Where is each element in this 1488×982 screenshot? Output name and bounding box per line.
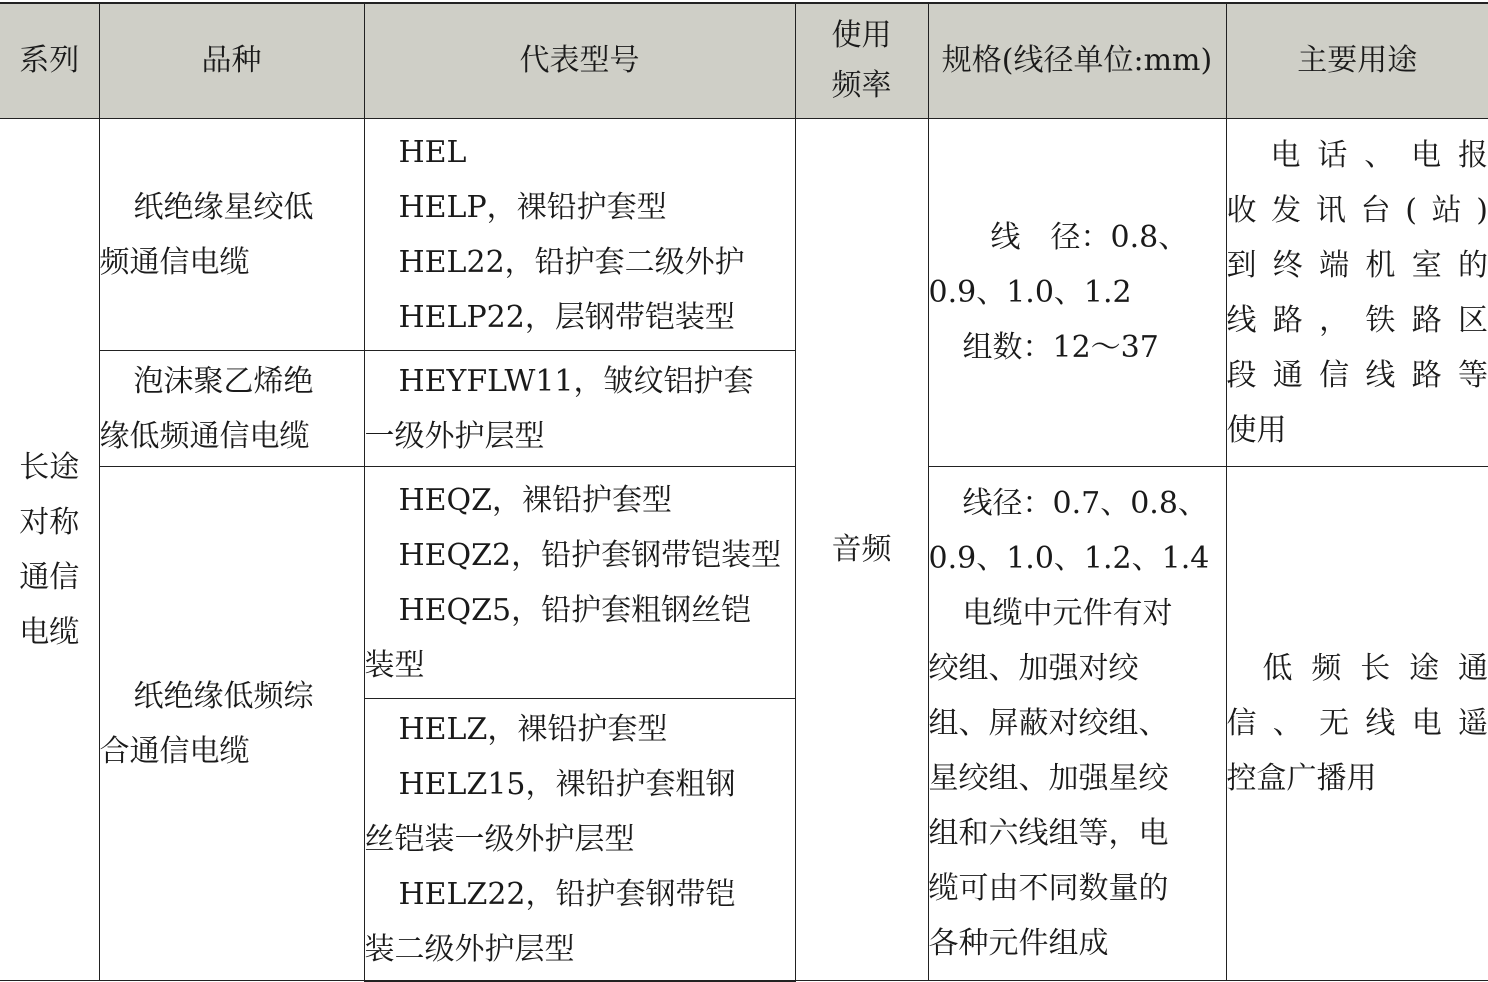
model-line: HEQZ5，铅护套粗钢丝铠	[365, 583, 795, 638]
header-frequency-line-2: 频率	[796, 61, 928, 111]
spec-cell	[928, 119, 1226, 467]
header-series: 系列	[0, 3, 99, 119]
model-line: 装二级外护层型	[365, 922, 795, 977]
frequency-cell: 音频	[795, 119, 928, 981]
header-frequency-line-1: 使用	[796, 11, 928, 61]
model-line: HEQZ，裸铅护套型	[365, 473, 795, 528]
spec-line: 线径：0.7、0.8、	[929, 476, 1226, 531]
variety-cell	[99, 351, 364, 467]
model-line: 一级外护层型	[365, 409, 795, 464]
spec-cell	[928, 467, 1226, 981]
model-line: HEQZ2，铅护套钢带铠装型	[365, 528, 795, 583]
use-line: 到终端机室的	[1227, 238, 1488, 293]
variety-cell	[99, 467, 364, 981]
model-line: HEL	[365, 125, 795, 180]
model-line: HELP22，层钢带铠装型	[365, 290, 795, 345]
use-line: 低频长途通	[1227, 641, 1488, 696]
use-cell	[1226, 467, 1488, 981]
header-row	[0, 3, 1488, 119]
variety-line: 缘低频通信电缆	[100, 409, 364, 464]
model-line: HELZ15，裸铅护套粗钢	[365, 757, 795, 812]
variety-line: 频通信电缆	[100, 235, 364, 290]
use-line: 段通信线路等	[1227, 348, 1488, 403]
header-use: 主要用途	[1226, 3, 1488, 119]
spec-line: 线 径：0.8、	[929, 210, 1226, 265]
model-line: HELZ，裸铅护套型	[365, 702, 795, 757]
spec-line: 组和六线组等，电	[929, 806, 1226, 861]
use-cell	[1226, 119, 1488, 467]
spec-line: 星绞组、加强星绞	[929, 751, 1226, 806]
use-line: 收发讯台(站)	[1227, 183, 1488, 238]
cable-spec-table	[0, 2, 1488, 982]
series-line: 电缆	[0, 605, 99, 660]
variety-line: 泡沫聚乙烯绝	[100, 354, 364, 409]
header-frequency	[795, 3, 928, 119]
spec-line: 缆可由不同数量的	[929, 861, 1226, 916]
spec-line: 绞组、加强对绞	[929, 641, 1226, 696]
model-cell	[364, 699, 795, 981]
use-line: 信、无线电遥	[1227, 696, 1488, 751]
use-line: 线路，铁路区	[1227, 293, 1488, 348]
series-line: 对称	[0, 495, 99, 550]
spec-line: 电缆中元件有对	[929, 586, 1226, 641]
series-cell	[0, 119, 99, 981]
model-line: 装型	[365, 638, 795, 693]
variety-line: 纸绝缘星绞低	[100, 180, 364, 235]
model-line: 丝铠装一级外护层型	[365, 812, 795, 867]
series-line: 通信	[0, 550, 99, 605]
model-cell	[364, 351, 795, 467]
spec-line: 0.9、1.0、1.2、1.4	[929, 531, 1226, 586]
spec-line: 各种元件组成	[929, 916, 1226, 971]
use-line: 使用	[1227, 403, 1488, 458]
model-cell	[364, 119, 795, 351]
table-row	[0, 467, 1488, 699]
variety-cell	[99, 119, 364, 351]
model-line: HELZ22，铅护套钢带铠	[365, 867, 795, 922]
header-spec: 规格(线径单位:mm)	[928, 3, 1226, 119]
model-line: HEYFLW11，皱纹铝护套	[365, 354, 795, 409]
header-model: 代表型号	[364, 3, 795, 119]
use-line: 控盒广播用	[1227, 751, 1488, 806]
series-line: 长途	[0, 440, 99, 495]
use-line: 电话、电报	[1227, 128, 1488, 183]
model-line: HELP，裸铅护套型	[365, 180, 795, 235]
variety-line: 纸绝缘低频综	[100, 669, 364, 724]
spec-line: 组、屏蔽对绞组、	[929, 696, 1226, 751]
spec-line: 0.9、1.0、1.2	[929, 265, 1226, 320]
model-line: HEL22，铅护套二级外护	[365, 235, 795, 290]
table-row	[0, 119, 1488, 351]
spec-line: 组数：12～37	[929, 320, 1226, 375]
variety-line: 合通信电缆	[100, 724, 364, 779]
header-variety: 品种	[99, 3, 364, 119]
model-cell	[364, 467, 795, 699]
